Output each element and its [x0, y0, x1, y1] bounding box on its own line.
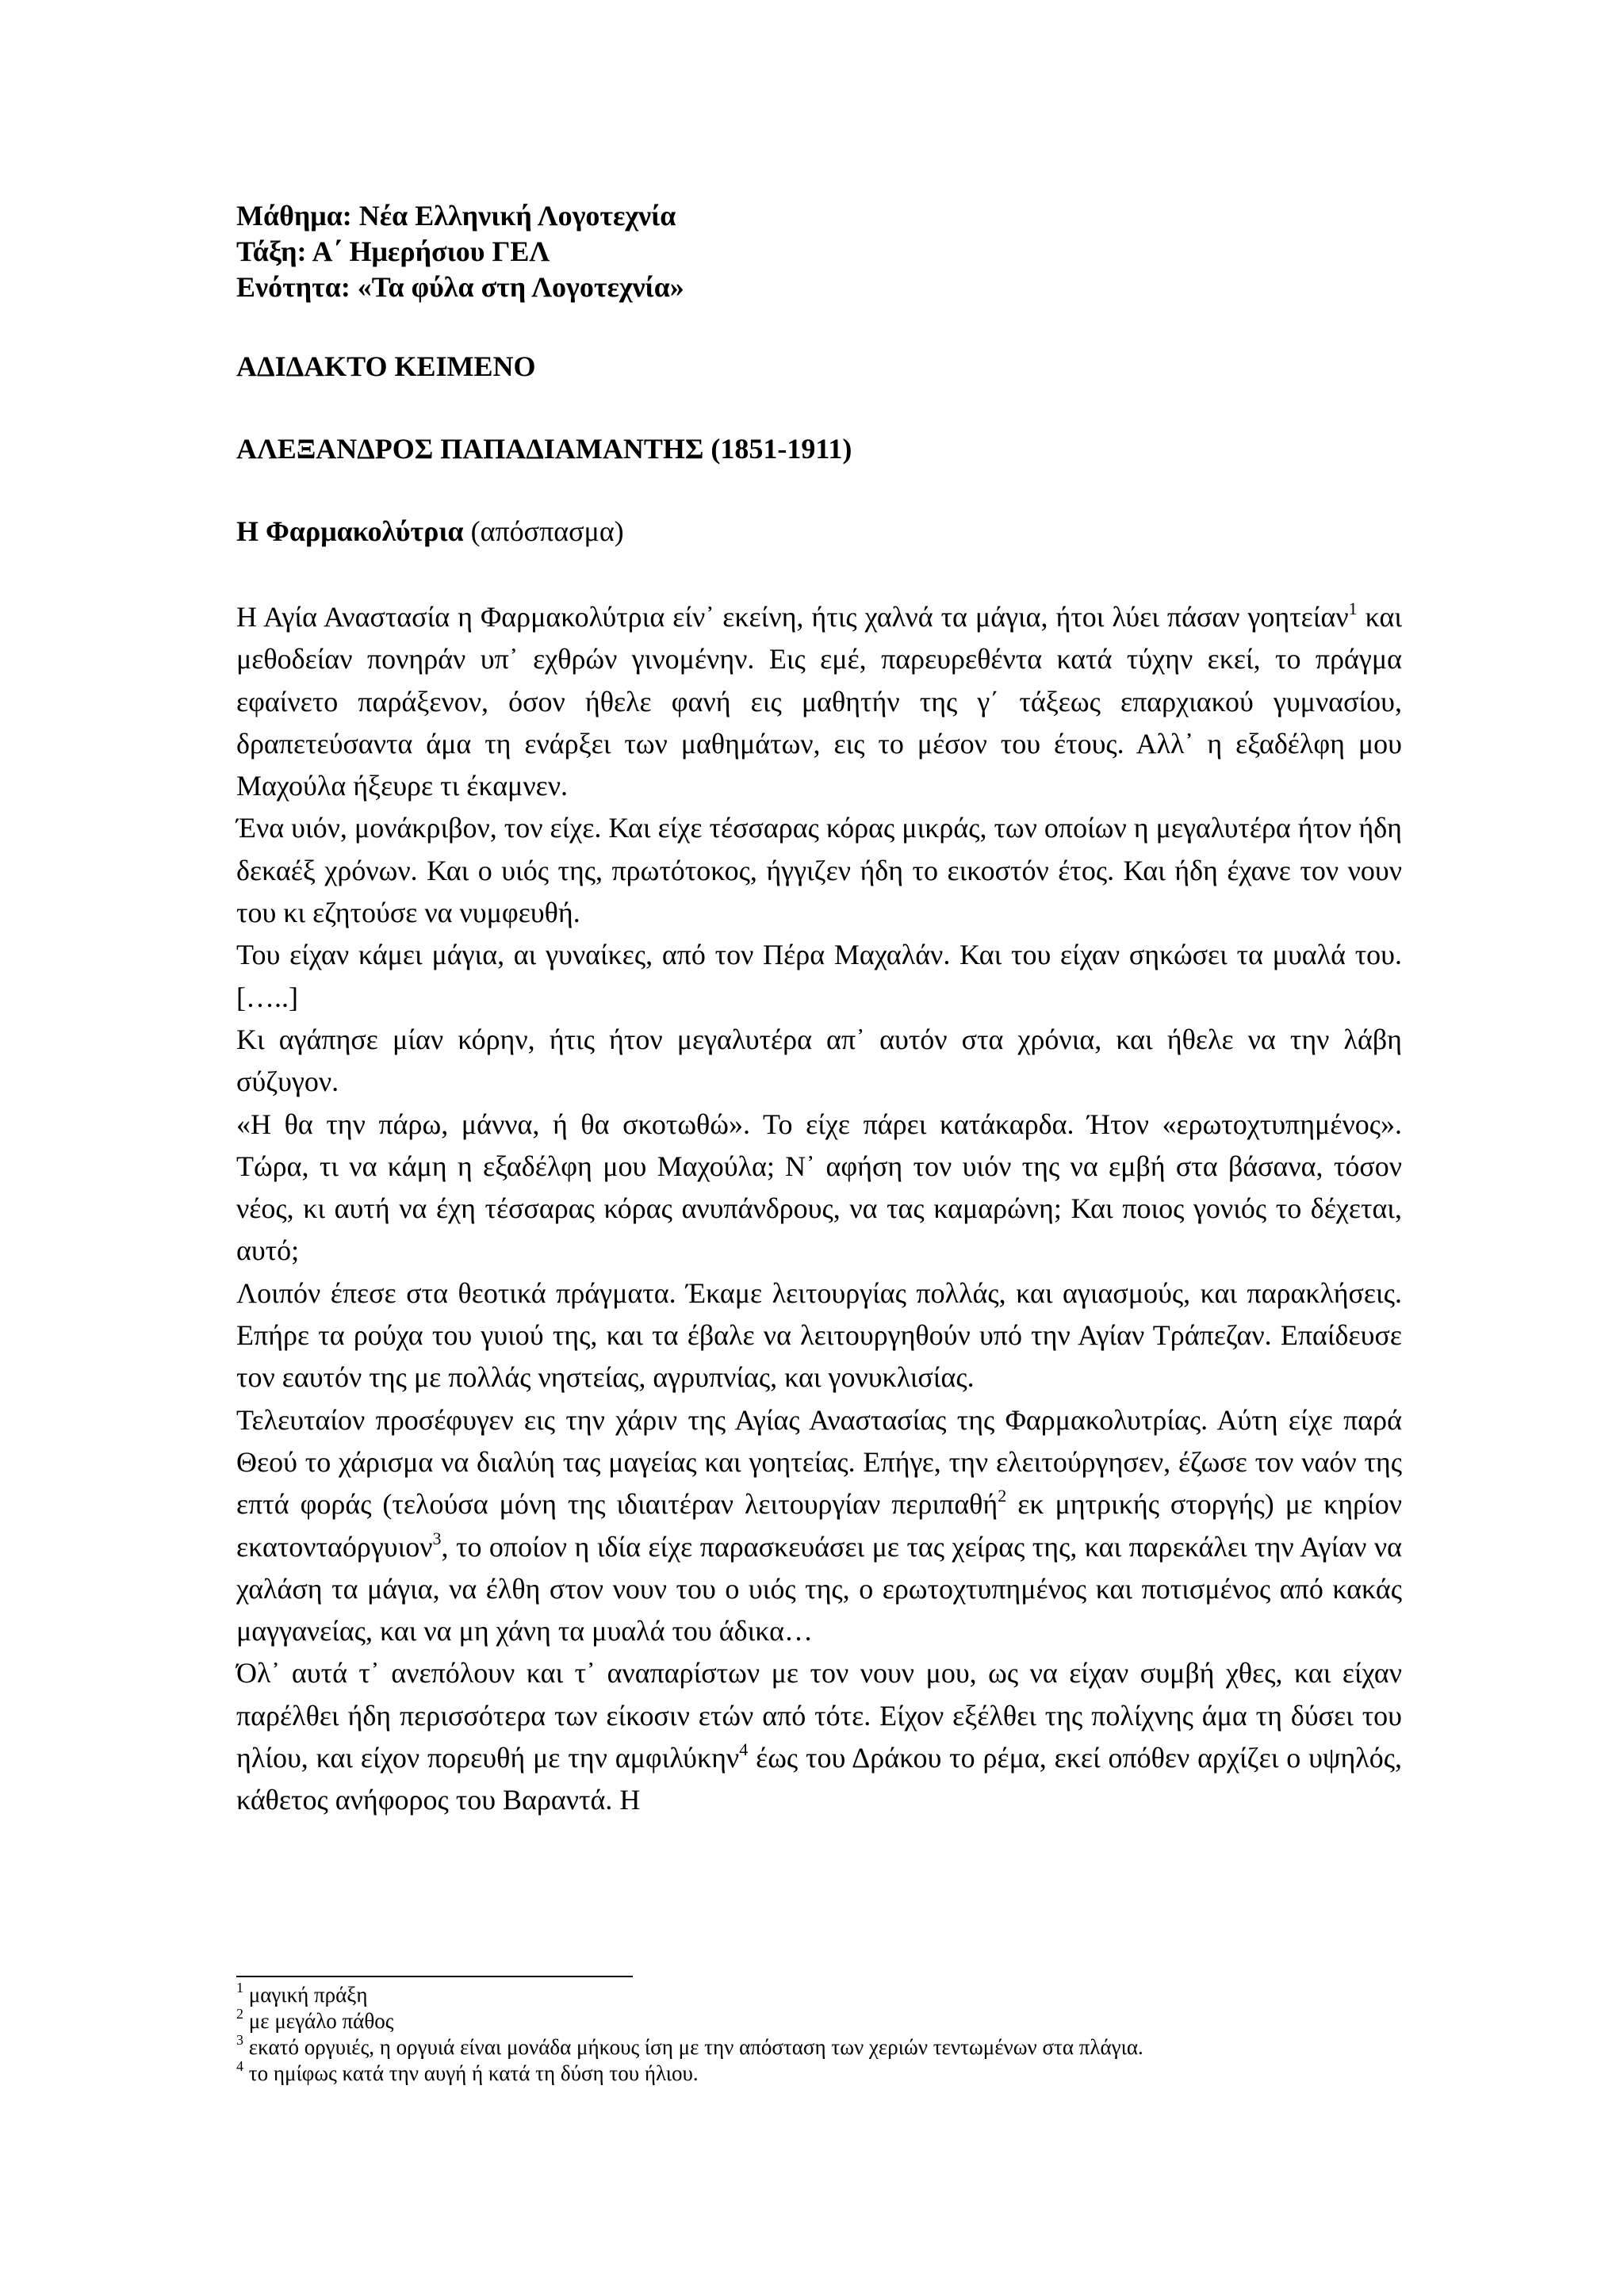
class-line: Τάξη: Α΄ Ημερήσιου ΓΕΛ: [236, 235, 550, 267]
paragraph-6: Λοιπόν έπεσε στα θεοτικά πράγματα. Έκαμε λειτουργίας πολλάς, και αγιασμούς, και παρακλήσεις. Επήρε τα ρούχα του γυιού της, και τα έβαλε να λειτουργηθούν υπό την Αγίαν Τράπεζαν. Επαίδευσε τον εαυτόν της με πολλάς νηστείας, αγρυπνίας, και γονυκλισίας.: [236, 1276, 1402, 1394]
title-text: Η Φαρμακολύτρια: [236, 515, 464, 547]
paragraph-7: [236, 1399, 1402, 1653]
paragraph-5: «Η θα την πάρω, μάννα, ή θα σκοτωθώ». Το είχε πάρει κατάκαρδα. Ήτον «ερωτοχτυπημένος». Τώρα, τι να κάμη η εξαδέλφη μου Μαχούλα; Ν᾽ αφήση τον υιόν της να εμβή στα βάσανα, τόσον νέος, κι αυτή να έχη τέσσαρας κόρας ανυπάνδρους, να τας καμαρώνη; Και ποιος γονιός το δέχεται, αυτό;: [236, 1108, 1402, 1267]
footnote-separator: [236, 1976, 633, 1977]
paragraph-1-part-b: και μεθοδείαν πονηράν υπ᾽ εχθρών γινομένην. Εις εμέ, παρευρεθέντα κατά τύχην εκεί, το πράγμα εφαίνετο παράξενον, όσον ήθελε φανή εις μαθητήν της γ΄ τάξεως επαρχιακού γυμνασίου, δραπετεύσαντα άμα τη ενάρξει των μαθημάτων, εις το μέσον του έτους. Αλλ᾽ η εξαδέλφη μου Μαχούλα ήξευρε τι έκαμνεν.: [236, 601, 1403, 802]
paragraph-1: [236, 596, 1402, 807]
footnote-2-text: με μεγάλο πάθος: [248, 2009, 394, 2033]
footnotes: [236, 1982, 1143, 2087]
footnote-3-text: εκατό οργυιές, η οργυιά είναι μονάδα μήκους ίση με την απόσταση των χεριών τεντωμένων στα πλάγια.: [248, 2035, 1143, 2059]
paragraph-1-part-a: Η Αγία Αναστασία η Φαρμακολύτρια είν᾽ εκείνη, ήτις χαλνά τα μάγια, ήτοι λύει πάσαν γοητείαν: [236, 601, 1349, 633]
paragraph-8-part-b: έως του Δράκου το ρέμα, εκεί οπόθεν αρχίζει ο υψηλός, κάθετος ανήφορος του Βαραντά. Η: [236, 1742, 1402, 1816]
body-text: [236, 596, 1402, 1822]
paragraph-7-part-a: Τελευταίον προσέφυγεν εις την χάριν της Αγίας Αναστασίας της Φαρμακολυτρίας. Αύτη είχε παρά Θεού το χάρισμα να διαλύη τας μαγείας και γοητείας. Επήγε, την ελειτούργησεν, έζωσε τον ναόν της επτά φοράς (τελούσα μόνη της ιδιαιτέραν λειτουργίαν περιπαθή: [236, 1403, 1402, 1521]
author-heading: ΑΛΕΞΑΝΔΡΟΣ ΠΑΠΑΔΙΑΜΑΝΤΗΣ (1851-1911): [236, 433, 852, 465]
footnote-ref-1: 1: [1348, 599, 1358, 618]
footnote-3-number: 3: [236, 2032, 243, 2048]
footnote-ref-3: 3: [432, 1528, 442, 1548]
section-heading: ΑΔΙΔΑΚΤΟ ΚΕΙΜΕΝΟ: [236, 350, 536, 382]
footnote-ref-4: 4: [739, 1739, 749, 1760]
footnote-4-number: 4: [236, 2058, 243, 2074]
footnote-ref-2: 2: [998, 1486, 1007, 1506]
footnote-2-number: 2: [236, 2006, 243, 2022]
footnote-3: [236, 2034, 1143, 2061]
footnote-2: [236, 2008, 1143, 2034]
paragraph-2: Ένα υιόν, μονάκριβον, τον είχε. Και είχε τέσσαρας κόρας μικράς, των οποίων η μεγαλυτέρα ήτον ήδη δεκαέξ χρόνων. Και ο υιός της, πρωτότοκος, ήγγιζεν ήδη το εικοστόν έτος. Και ήδη έχανε τον νουν του κι εζητούσε να νυμφευθή.: [236, 812, 1402, 929]
footnote-1-number: 1: [236, 1980, 243, 1996]
course-line: Μάθημα: Νέα Ελληνική Λογοτεχνία: [236, 200, 676, 232]
footnote-4-text: το ημίφως κατά την αυγή ή κατά τη δύση του ήλιου.: [248, 2061, 699, 2085]
footnote-4: [236, 2058, 1143, 2087]
footnote-1-text: μαγική πράξη: [248, 1983, 368, 2007]
paragraph-4: Κι αγάπησε μίαν κόρην, ήτις ήτον μεγαλυτέρα απ᾽ αυτόν στα χρόνια, και ήθελε να την λάβη σύζυγον.: [236, 1023, 1402, 1098]
paragraph-8: [236, 1652, 1402, 1821]
paragraph-7-part-c: , το οποίον η ιδία είχε παρασκευάσει με τας χείρας της, και παρεκάλει την Αγίαν να χαλάση τα μάγια, να έλθη στον νουν του ο υιός της, ο ερωτοχτυπημένος και ποτισμένος από κακάς μαγγανείας, και να μη χάνη τα μυαλά του άδικα…: [236, 1530, 1402, 1647]
paragraph-7-part-b: εκ μητρικής στοργής) με κηρίον εκατονταόργυιον: [236, 1488, 1403, 1563]
paragraph-8-part-a: Όλ᾽ αυτά τ᾽ ανεπόλουν και τ᾽ αναπαρίστων με τον νουν μου, ως να είχαν συμβή χθες, και είχαν παρέλθει ήδη περισσότερα των είκοσιν ετών από τότε. Είχον εξέλθει της πολίχνης άμα τη δύσει του ηλίου, και είχον πορευθή με την αμφιλύκην: [236, 1657, 1402, 1774]
unit-line: Ενότητα: «Τα φύλα στη Λογοτεχνία»: [236, 271, 684, 303]
title-note: (απόσπασμα): [470, 515, 624, 547]
document-header: [236, 198, 684, 305]
footnote-1: [236, 1982, 1143, 2008]
paragraph-3: Του είχαν κάμει μάγια, αι γυναίκες, από τον Πέρα Μαχαλάν. Και του είχαν σηκώσει τα μυαλά του.[…..]: [236, 939, 1402, 1013]
text-title: [236, 514, 624, 549]
